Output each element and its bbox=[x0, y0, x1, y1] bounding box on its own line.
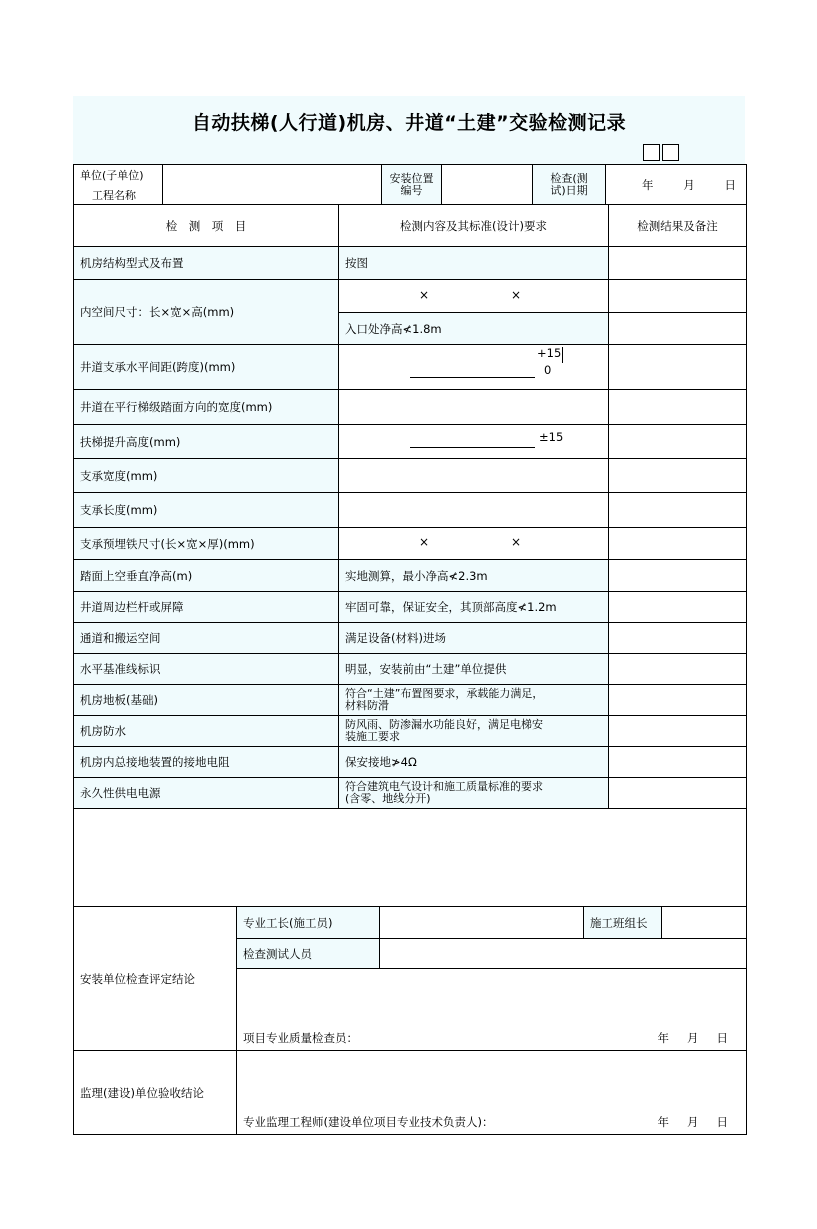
result-field[interactable] bbox=[609, 747, 747, 778]
times-sign: × bbox=[419, 535, 430, 549]
item-label: 水平基准线标识 bbox=[74, 654, 339, 685]
item-label: 扶梯提升高度(mm) bbox=[74, 425, 339, 459]
result-field[interactable] bbox=[609, 345, 747, 390]
requirement-field[interactable] bbox=[339, 390, 609, 425]
check-date-label-2: 试)日期 bbox=[550, 183, 588, 197]
item-label: 机房结构型式及布置 bbox=[74, 247, 339, 280]
item-label: 井道在平行梯级踏面方向的宽度(mm) bbox=[74, 390, 339, 425]
result-field[interactable] bbox=[609, 425, 747, 459]
unit-name-field[interactable] bbox=[163, 165, 382, 205]
supervision-conclusion-label: 监理(建设)单位验收结论 bbox=[74, 1051, 237, 1135]
cursor-mark bbox=[562, 347, 563, 363]
tolerance-upper: +15 bbox=[537, 346, 562, 360]
result-field[interactable] bbox=[609, 493, 747, 528]
supervising-engineer-label: 专业监理工程师(建设单位项目专业技术负责人)： bbox=[243, 1115, 494, 1129]
requirement-field[interactable] bbox=[339, 459, 609, 493]
form-page bbox=[73, 96, 745, 164]
dimension-input-cell[interactable] bbox=[339, 528, 609, 560]
result-field[interactable] bbox=[609, 778, 747, 809]
install-position-label bbox=[382, 165, 442, 205]
requirement-text: 牢固可靠，保证安全，其顶部高度≮1.2m bbox=[339, 592, 609, 623]
value-underline bbox=[410, 447, 535, 448]
item-label: 机房内总接地装置的接地电阻 bbox=[74, 747, 339, 778]
item-label: 支承长度(mm) bbox=[74, 493, 339, 528]
number-box[interactable] bbox=[643, 144, 660, 161]
result-field[interactable] bbox=[609, 623, 747, 654]
requirement-text: 按图 bbox=[339, 247, 609, 280]
result-field[interactable] bbox=[609, 685, 747, 716]
requirement-text: 满足设备(材料)进场 bbox=[339, 623, 609, 654]
times-sign: × bbox=[419, 288, 430, 302]
item-label: 支承预埋铁尺寸(长×宽×厚)(mm) bbox=[74, 528, 339, 560]
inspection-table bbox=[73, 204, 747, 909]
requirement-line-1: 符合“土建”布置图要求，承载能力满足， bbox=[345, 687, 544, 700]
number-boxes bbox=[643, 144, 681, 163]
requirement-field[interactable] bbox=[339, 493, 609, 528]
quality-inspector-label: 项目专业质量检查员： bbox=[243, 1031, 358, 1045]
supervision-conclusion-field[interactable] bbox=[237, 1051, 747, 1135]
col-header-item: 检 测 项 目 bbox=[74, 205, 339, 247]
item-label: 机房防水 bbox=[74, 716, 339, 747]
item-label: 内空间尺寸：长×宽×高(mm) bbox=[74, 280, 339, 345]
requirement-text: 入口处净高≮1.8m bbox=[339, 313, 609, 345]
foreman-field[interactable] bbox=[380, 907, 584, 939]
install-conclusion-field[interactable] bbox=[237, 969, 747, 1051]
requirement-text: 明显，安装前由“土建”单位提供 bbox=[339, 654, 609, 685]
requirement-line-2: (含零、地线分开) bbox=[345, 792, 431, 805]
result-field[interactable] bbox=[609, 247, 747, 280]
tester-label: 检查测试人员 bbox=[237, 939, 380, 969]
unit-label-cell bbox=[74, 165, 163, 205]
install-position-field[interactable] bbox=[442, 165, 533, 205]
requirement-line-2: 材料防滑 bbox=[345, 699, 389, 712]
install-position-label-2: 编号 bbox=[400, 183, 423, 197]
item-label: 踏面上空垂直净高(m) bbox=[74, 560, 339, 592]
requirement-text bbox=[339, 778, 609, 809]
date-year: 年 bbox=[642, 177, 654, 192]
sign-day: 日 bbox=[716, 1031, 728, 1045]
tester-field[interactable] bbox=[380, 939, 747, 969]
sign-year: 年 bbox=[657, 1115, 669, 1129]
title-band bbox=[73, 96, 745, 164]
result-field[interactable] bbox=[609, 654, 747, 685]
item-label: 永久性供电电源 bbox=[74, 778, 339, 809]
unit-label-2: 工程名称 bbox=[92, 189, 136, 200]
item-label: 机房地板(基础) bbox=[74, 685, 339, 716]
requirement-line-2: 装施工要求 bbox=[345, 730, 400, 743]
result-field[interactable] bbox=[609, 716, 747, 747]
tolerance-value: ±15 bbox=[539, 430, 564, 444]
unit-label-1: 单位(子单位) bbox=[80, 168, 144, 182]
date-month: 月 bbox=[683, 177, 695, 192]
result-field[interactable] bbox=[609, 459, 747, 493]
result-field[interactable] bbox=[609, 390, 747, 425]
team-leader-label: 施工班组长 bbox=[584, 907, 662, 939]
install-conclusion-label: 安装单位检查评定结论 bbox=[74, 907, 237, 1051]
tolerance-cell[interactable] bbox=[339, 425, 609, 459]
foreman-label: 专业工长(施工员) bbox=[237, 907, 380, 939]
tolerance-cell[interactable] bbox=[339, 345, 609, 390]
result-field[interactable] bbox=[609, 313, 747, 345]
check-date-field[interactable] bbox=[606, 165, 747, 205]
sign-day: 日 bbox=[716, 1115, 728, 1129]
result-field[interactable] bbox=[609, 528, 747, 560]
tolerance-lower: 0 bbox=[544, 363, 552, 377]
value-underline bbox=[410, 377, 535, 378]
team-leader-field[interactable] bbox=[662, 907, 747, 939]
sign-month: 月 bbox=[687, 1115, 699, 1129]
requirement-text: 保安接地≯4Ω bbox=[339, 747, 609, 778]
item-label: 通道和搬运空间 bbox=[74, 623, 339, 654]
sign-month: 月 bbox=[687, 1031, 699, 1045]
form-title: 自动扶梯(人行道)机房、井道“土建”交验检测记录 bbox=[191, 112, 627, 134]
dimension-input-cell[interactable] bbox=[339, 280, 609, 313]
header-table bbox=[73, 164, 747, 205]
sign-year: 年 bbox=[657, 1031, 669, 1045]
result-field[interactable] bbox=[609, 592, 747, 623]
requirement-text: 实地测算，最小净高≮2.3m bbox=[339, 560, 609, 592]
item-label: 井道支承水平间距(跨度)(mm) bbox=[74, 345, 339, 390]
date-day: 日 bbox=[724, 177, 736, 192]
requirement-text bbox=[339, 685, 609, 716]
col-header-result: 检测结果及备注 bbox=[609, 205, 747, 247]
times-sign: × bbox=[511, 535, 522, 549]
signoff-table bbox=[73, 906, 747, 1135]
result-field[interactable] bbox=[609, 280, 747, 313]
number-box[interactable] bbox=[662, 144, 679, 161]
check-date-label bbox=[533, 165, 606, 205]
item-label: 井道周边栏杆或屏障 bbox=[74, 592, 339, 623]
check-date-label-1: 检查(测 bbox=[550, 171, 588, 185]
result-field[interactable] bbox=[609, 560, 747, 592]
requirement-text bbox=[339, 716, 609, 747]
requirement-line-1: 防风雨、防渗漏水功能良好，满足电梯安 bbox=[345, 718, 543, 731]
requirement-line-1: 符合建筑电气设计和施工质量标准的要求 bbox=[345, 780, 543, 793]
col-header-requirement: 检测内容及其标准(设计)要求 bbox=[339, 205, 609, 247]
remarks-area[interactable] bbox=[74, 809, 747, 909]
item-label: 支承宽度(mm) bbox=[74, 459, 339, 493]
install-position-label-1: 安装位置 bbox=[389, 171, 434, 185]
times-sign: × bbox=[511, 288, 522, 302]
